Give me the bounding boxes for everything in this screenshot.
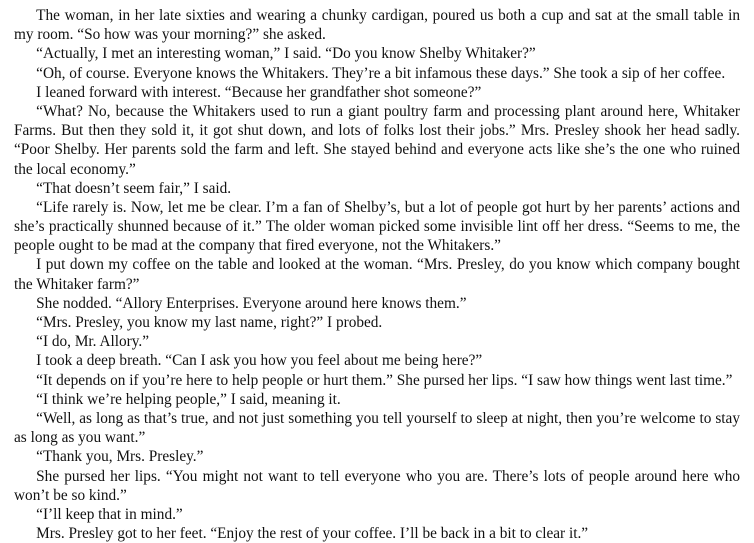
paragraph: Mrs. Presley got to her feet. “Enjoy the rest of your coffee. I’ll be back in a bit to clear it.” <box>36 525 589 543</box>
paragraph: “It depends on if you’re here to help people or hurt them.” She pursed her lips. “I saw how things went last time.” <box>36 371 733 389</box>
paragraph: “Mrs. Presley, you know my last name, right?” I probed. <box>36 314 383 331</box>
paragraph: “Actually, I met an interesting woman,” I said. “Do you know Shelby Whitaker?” <box>36 45 536 63</box>
paragraph: The woman, in her late sixties and wearing a chunky cardigan, poured us both a cup and sat at the small table in my room. “So how was your morning?” she asked. <box>14 7 740 44</box>
paragraph: “Thank you, Mrs. Presley.” <box>36 448 204 466</box>
paragraph: “What? No, because the Whitakers used to run a giant poultry farm and processing plant around here, Whitaker Farms. But then they sold it, it got shut down, and lots of folks lost their jobs.” Mrs. Presley shook her head sadly. “Poor Shelby. Her parents sold the farm and left. She stayed behind and everyone acts like she’s the one who ruined the local economy.” <box>14 102 740 178</box>
paragraph: She nodded. “Allory Enterprises. Everyone around here knows them.” <box>36 294 467 312</box>
paragraph: I leaned forward with interest. “Because her grandfather shot someone?” <box>36 83 482 101</box>
paragraph: She pursed her lips. “You might not want to tell everyone who you are. There’s lots of people around here who won’t be so kind.” <box>14 467 740 504</box>
paragraph: “Well, as long as that’s true, and not just something you tell yourself to sleep at night, then you’re welcome to stay as long as you want.” <box>14 409 740 447</box>
paragraph: “That doesn’t seem fair,” I said. <box>36 179 232 197</box>
paragraph: “Life rarely is. Now, let me be clear. I’m a fan of Shelby’s, but a lot of people got hurt by her parents’ actions and she’s practically shunned because of it.” The older woman picked some invisible lint off her dress. “Seems to me, the people ought to be mad at the company that fired everyone, not the Whitakers.” <box>14 198 740 255</box>
paragraph: “Oh, of course. Everyone knows the Whitakers. They’re a bit infamous these days.” She took a sip of her coffee. <box>36 64 726 82</box>
paragraph: I put down my coffee on the table and looked at the woman. “Mrs. Presley, do you know which company bought the Whitaker farm?” <box>14 256 740 293</box>
body-text <box>14 6 740 543</box>
paragraph: I took a deep breath. “Can I ask you how you feel about me being here?” <box>36 352 483 370</box>
paragraph: “I’ll keep that in mind.” <box>36 505 183 523</box>
paragraph: “I do, Mr. Allory.” <box>36 333 150 351</box>
paragraph: “I think we’re helping people,” I said, meaning it. <box>36 390 341 408</box>
